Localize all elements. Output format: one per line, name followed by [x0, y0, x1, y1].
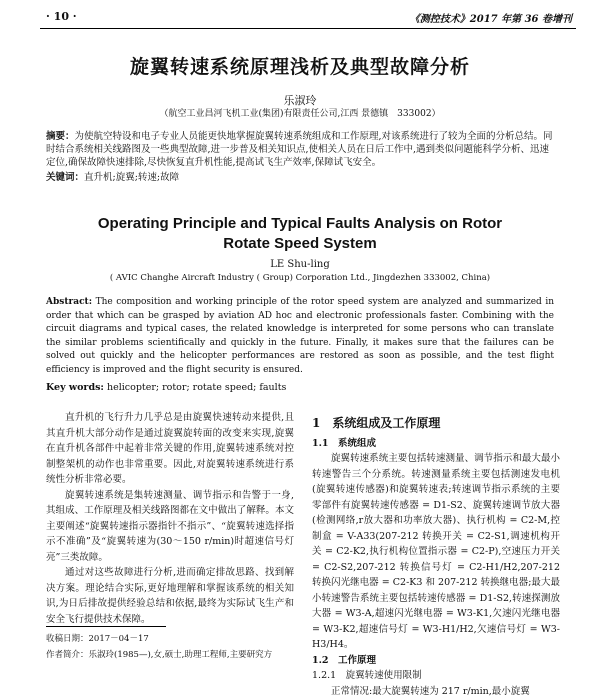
section-heading: 1 系统组成及工作原理 [312, 416, 560, 432]
right-column [312, 416, 560, 699]
abstract-en-label: Abstract: [46, 297, 92, 307]
keywords-en [46, 382, 554, 393]
intro-paragraph: 通过对这些故障进行分析,进而确定排故思路、找到解决方案。理论结合实际,更好地理解和掌握该系统的相关知识,为日后排故提供经验总结和依据,最终为实际试飞生产和安全飞行提供技术保障。 [46, 565, 294, 627]
received-date: 收稿日期：2017－04－17 [46, 632, 296, 644]
abstract-en-text: The composition and working principle of the rotor speed system are analyzed and summarized in order that which can be grasped by aviation AD hoc and electronic professionals faster. Combining with the circuit diagrams and typical cases, the related knowledge is interpreted for some persons who can translate the similar problems scientifically and quickly in the future. Finally, it makes sure that the failures can be solved out quickly and the helicopter performances are restored as soon as possible, and the test flight efficiency is improved and the flight security is ensured. [46, 297, 554, 375]
keywords-en-text: helicopter; rotor; rotate speed; faults [107, 382, 286, 393]
keywords-cn-label: 关键词： [46, 172, 84, 183]
title-en-line2: Rotate Speed System [0, 234, 600, 254]
header-rule [40, 28, 576, 29]
footnote-rule [46, 626, 166, 627]
abstract-cn-text: 为使航空特设和电子专业人员能更快地掌握旋翼转速系统组成和工作原理,对该系统进行了较为全面的分析总结。同时结合系统相关线路图及一些典型故障,进一步普及相关知识点,使相关人员在日后工作中,遇到类似问题能科学分析、迅速定位,确保故障快速排除,尽快恢复直升机性能,提高试飞生产效率,保障试飞安全。 [46, 131, 553, 168]
left-column [46, 410, 294, 627]
intro-paragraph: 旋翼转速系统是集转速测量、调节指示和告警于一身,其组成、工作原理及相关线路图都在文中做出了解释。本文主要阐述“旋翼转速指示器指针不指示”、“旋翼转速选择指示不准确”及“旋翼转速为(30～150 r/min)时超速信号灯亮”三类故障。 [46, 488, 294, 566]
intro-paragraph: 直升机的飞行升力几乎总是由旋翼快速转动来提供,且其直升机大部分动作是通过旋翼旋转面的改变来实现,旋翼在直升机各部件中起着非常关键的作用,旋翼转速系统对控制整架机的动作也非常重要。因此,对旋翼转速系统进行系统性分析非常必要。 [46, 410, 294, 488]
body-paragraph: 正常情况:最大旋翼转速为 217 r/min,最小旋翼 [312, 684, 560, 699]
subsubsection-heading: 1.2.1 旋翼转速使用限制 [312, 668, 560, 684]
author-cn: 乐淑玲 [0, 92, 600, 108]
author-en: LE Shu-ling [0, 259, 600, 270]
abstract-cn [46, 130, 554, 184]
affiliation-cn: （航空工业昌河飞机工业(集团)有限责任公司,江西 景德镇 333002） [0, 106, 600, 119]
title-en-line1: Operating Principle and Typical Faults Analysis on Rotor [0, 214, 600, 234]
author-info: 作者简介：乐淑玲(1985—),女,硕士,助理工程师,主要研究方 [46, 648, 296, 660]
keywords-en-label: Key words: [46, 382, 104, 393]
abstract-en [46, 296, 554, 377]
keywords-cn-text: 直升机;旋翼;转速;故障 [84, 172, 179, 183]
body-paragraph: 旋翼转速系统主要包括转速测量、调节指示和最大最小转速警告三个分系统。转速测量系统主要包括测速发电机(旋翼转速传感器)和旋翼转速表;转速调节指示系统的主要零部件有旋翼转速传感器 = D1-S2、旋翼转速调节放大器(检测网络,r放大器和功率放大器)、执行机构 = C2-M,控制盒 = V-A33(207-212 转换开关 = C2-S1,调速机构开关 = C2-K2,执行机构位置指示器 = C2-P),空速压力开关 = C2-S2,207-212 转换信号灯 = C2-H1/H2,207-212 转换闪光继电器 = C2-K3 和 207-212 转换继电器;最大最小转速警告系统主要包括转速传感器 = D1-S2,转速探测放大器 = W3-A,超速闪光继电器 = W3-K1,欠速闪光继电器 = W3-K2,超速信号灯 = W3-H1/H2,欠速信号灯 = W3-H3/H4。 [312, 451, 560, 653]
abstract-cn-label: 摘要： [46, 131, 75, 142]
page-number: · 10 · [46, 10, 77, 23]
paper-title-cn: 旋翼转速系统原理浅析及典型故障分析 [0, 52, 600, 79]
subsection-heading: 1.1 系统组成 [312, 436, 560, 452]
paper-title-en [0, 214, 600, 254]
journal-header: 《测控技术》2017 年第 36 卷增刊 [410, 10, 572, 25]
subsection-heading: 1.2 工作原理 [312, 653, 560, 669]
affiliation-en: ( AVIC Changhe Aircraft Industry ( Group) Corporation Ltd., Jingdezhen 333002, China) [0, 273, 600, 283]
